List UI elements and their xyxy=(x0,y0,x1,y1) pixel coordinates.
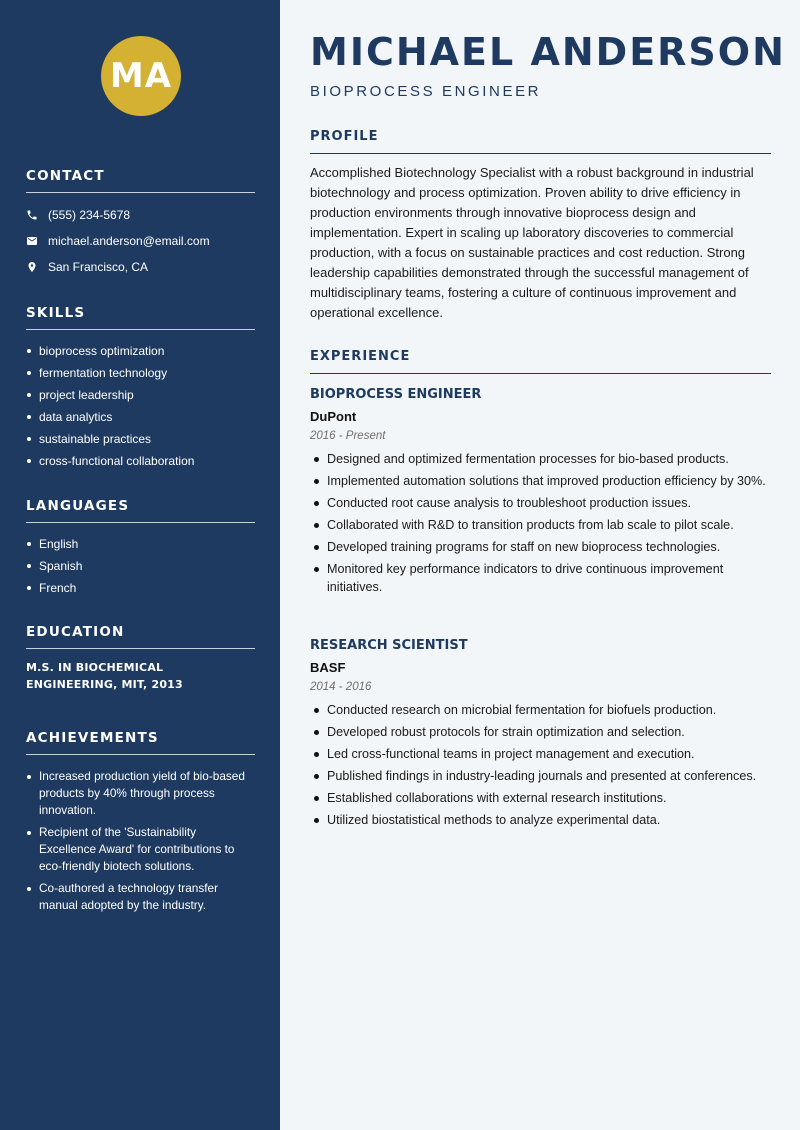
list-item: data analytics xyxy=(26,406,255,428)
languages-title: LANGUAGES xyxy=(26,498,255,523)
skills-list xyxy=(26,340,255,472)
languages-section xyxy=(26,498,255,599)
list-item: French xyxy=(26,577,255,599)
list-item: Utilized biostatistical methods to analyze experimental data. xyxy=(310,811,772,829)
phone-icon xyxy=(26,209,38,221)
list-item: Conducted research on microbial fermentation for biofuels production. xyxy=(310,701,772,719)
job-role: RESEARCH SCIENTIST xyxy=(310,638,468,653)
list-item: Led cross-functional teams in project management and execution. xyxy=(310,745,772,763)
education-section xyxy=(26,624,255,693)
list-item: Increased production yield of bio-based products by 40% through process innovation. xyxy=(26,768,255,819)
sidebar xyxy=(0,0,280,1130)
skills-section xyxy=(26,305,255,472)
job-bullets xyxy=(310,701,772,829)
skills-title: SKILLS xyxy=(26,305,255,330)
list-item: Conducted root cause analysis to troubleshoot production issues. xyxy=(310,494,772,512)
achievements-title: ACHIEVEMENTS xyxy=(26,730,255,755)
achievements-section xyxy=(26,730,255,919)
list-item: Recipient of the 'Sustainability Excellence Award' for contributions to eco-friendly biotech solutions. xyxy=(26,824,255,875)
job-role: BIOPROCESS ENGINEER xyxy=(310,387,482,402)
list-item: Co-authored a technology transfer manual adopted by the industry. xyxy=(26,880,255,914)
location-pin-icon xyxy=(26,261,38,273)
list-item: fermentation technology xyxy=(26,362,255,384)
location-text: San Francisco, CA xyxy=(48,260,149,274)
list-item: Established collaborations with external research institutions. xyxy=(310,789,772,807)
job-bullets xyxy=(310,450,772,596)
list-item: Monitored key performance indicators to drive continuous improvement initiatives. xyxy=(310,560,772,596)
languages-list xyxy=(26,533,255,599)
list-item: cross-functional collaboration xyxy=(26,450,255,472)
contact-phone xyxy=(26,202,255,228)
email-text: michael.anderson@email.com xyxy=(48,234,210,248)
contact-title: CONTACT xyxy=(26,168,255,193)
candidate-name: MICHAEL ANDERSON xyxy=(310,30,786,74)
education-title: EDUCATION xyxy=(26,624,255,649)
job-company: DuPont xyxy=(310,409,357,424)
job-dates: 2016 - Present xyxy=(310,430,386,442)
list-item: Developed training programs for staff on new bioprocess technologies. xyxy=(310,538,772,556)
list-item: project leadership xyxy=(26,384,255,406)
profile-title: PROFILE xyxy=(310,129,771,154)
job-company: BASF xyxy=(310,660,346,675)
list-item: sustainable practices xyxy=(26,428,255,450)
avatar: MA xyxy=(101,36,181,116)
list-item: Designed and optimized fermentation processes for bio-based products. xyxy=(310,450,772,468)
list-item: bioprocess optimization xyxy=(26,340,255,362)
job-entry xyxy=(310,387,772,600)
experience-title: EXPERIENCE xyxy=(310,349,771,374)
contact-section xyxy=(26,168,255,280)
contact-location xyxy=(26,254,255,280)
list-item: Developed robust protocols for strain optimization and selection. xyxy=(310,723,772,741)
profile-text: Accomplished Biotechnology Specialist with a robust background in industrial biotechnology and process optimization. Proven ability to drive efficiency in production environments through innovative bioprocess design and implementation. Expert in scaling up laboratory discoveries to commercial production, with a focus on sustainable practices and cost reduction. Strong leadership capabilities demonstrated through the successful management of multidisciplinary teams, fostering a culture of continuous improvement and operational excellence. xyxy=(310,165,754,320)
list-item: English xyxy=(26,533,255,555)
job-dates: 2014 - 2016 xyxy=(310,681,372,693)
contact-email xyxy=(26,228,255,254)
list-item: Published findings in industry-leading journals and presented at conferences. xyxy=(310,767,772,785)
list-item: Collaborated with R&D to transition products from lab scale to pilot scale. xyxy=(310,516,772,534)
education-degree: M.S. IN BIOCHEMICAL ENGINEERING, MIT, 2013 xyxy=(26,661,183,691)
list-item: Implemented automation solutions that improved production efficiency by 30%. xyxy=(310,472,772,490)
candidate-title: BIOPROCESS ENGINEER xyxy=(310,83,542,100)
job-entry xyxy=(310,638,772,833)
list-item: Spanish xyxy=(26,555,255,577)
mail-icon xyxy=(26,235,38,247)
achievements-list xyxy=(26,768,255,914)
phone-text: (555) 234-5678 xyxy=(48,208,131,222)
